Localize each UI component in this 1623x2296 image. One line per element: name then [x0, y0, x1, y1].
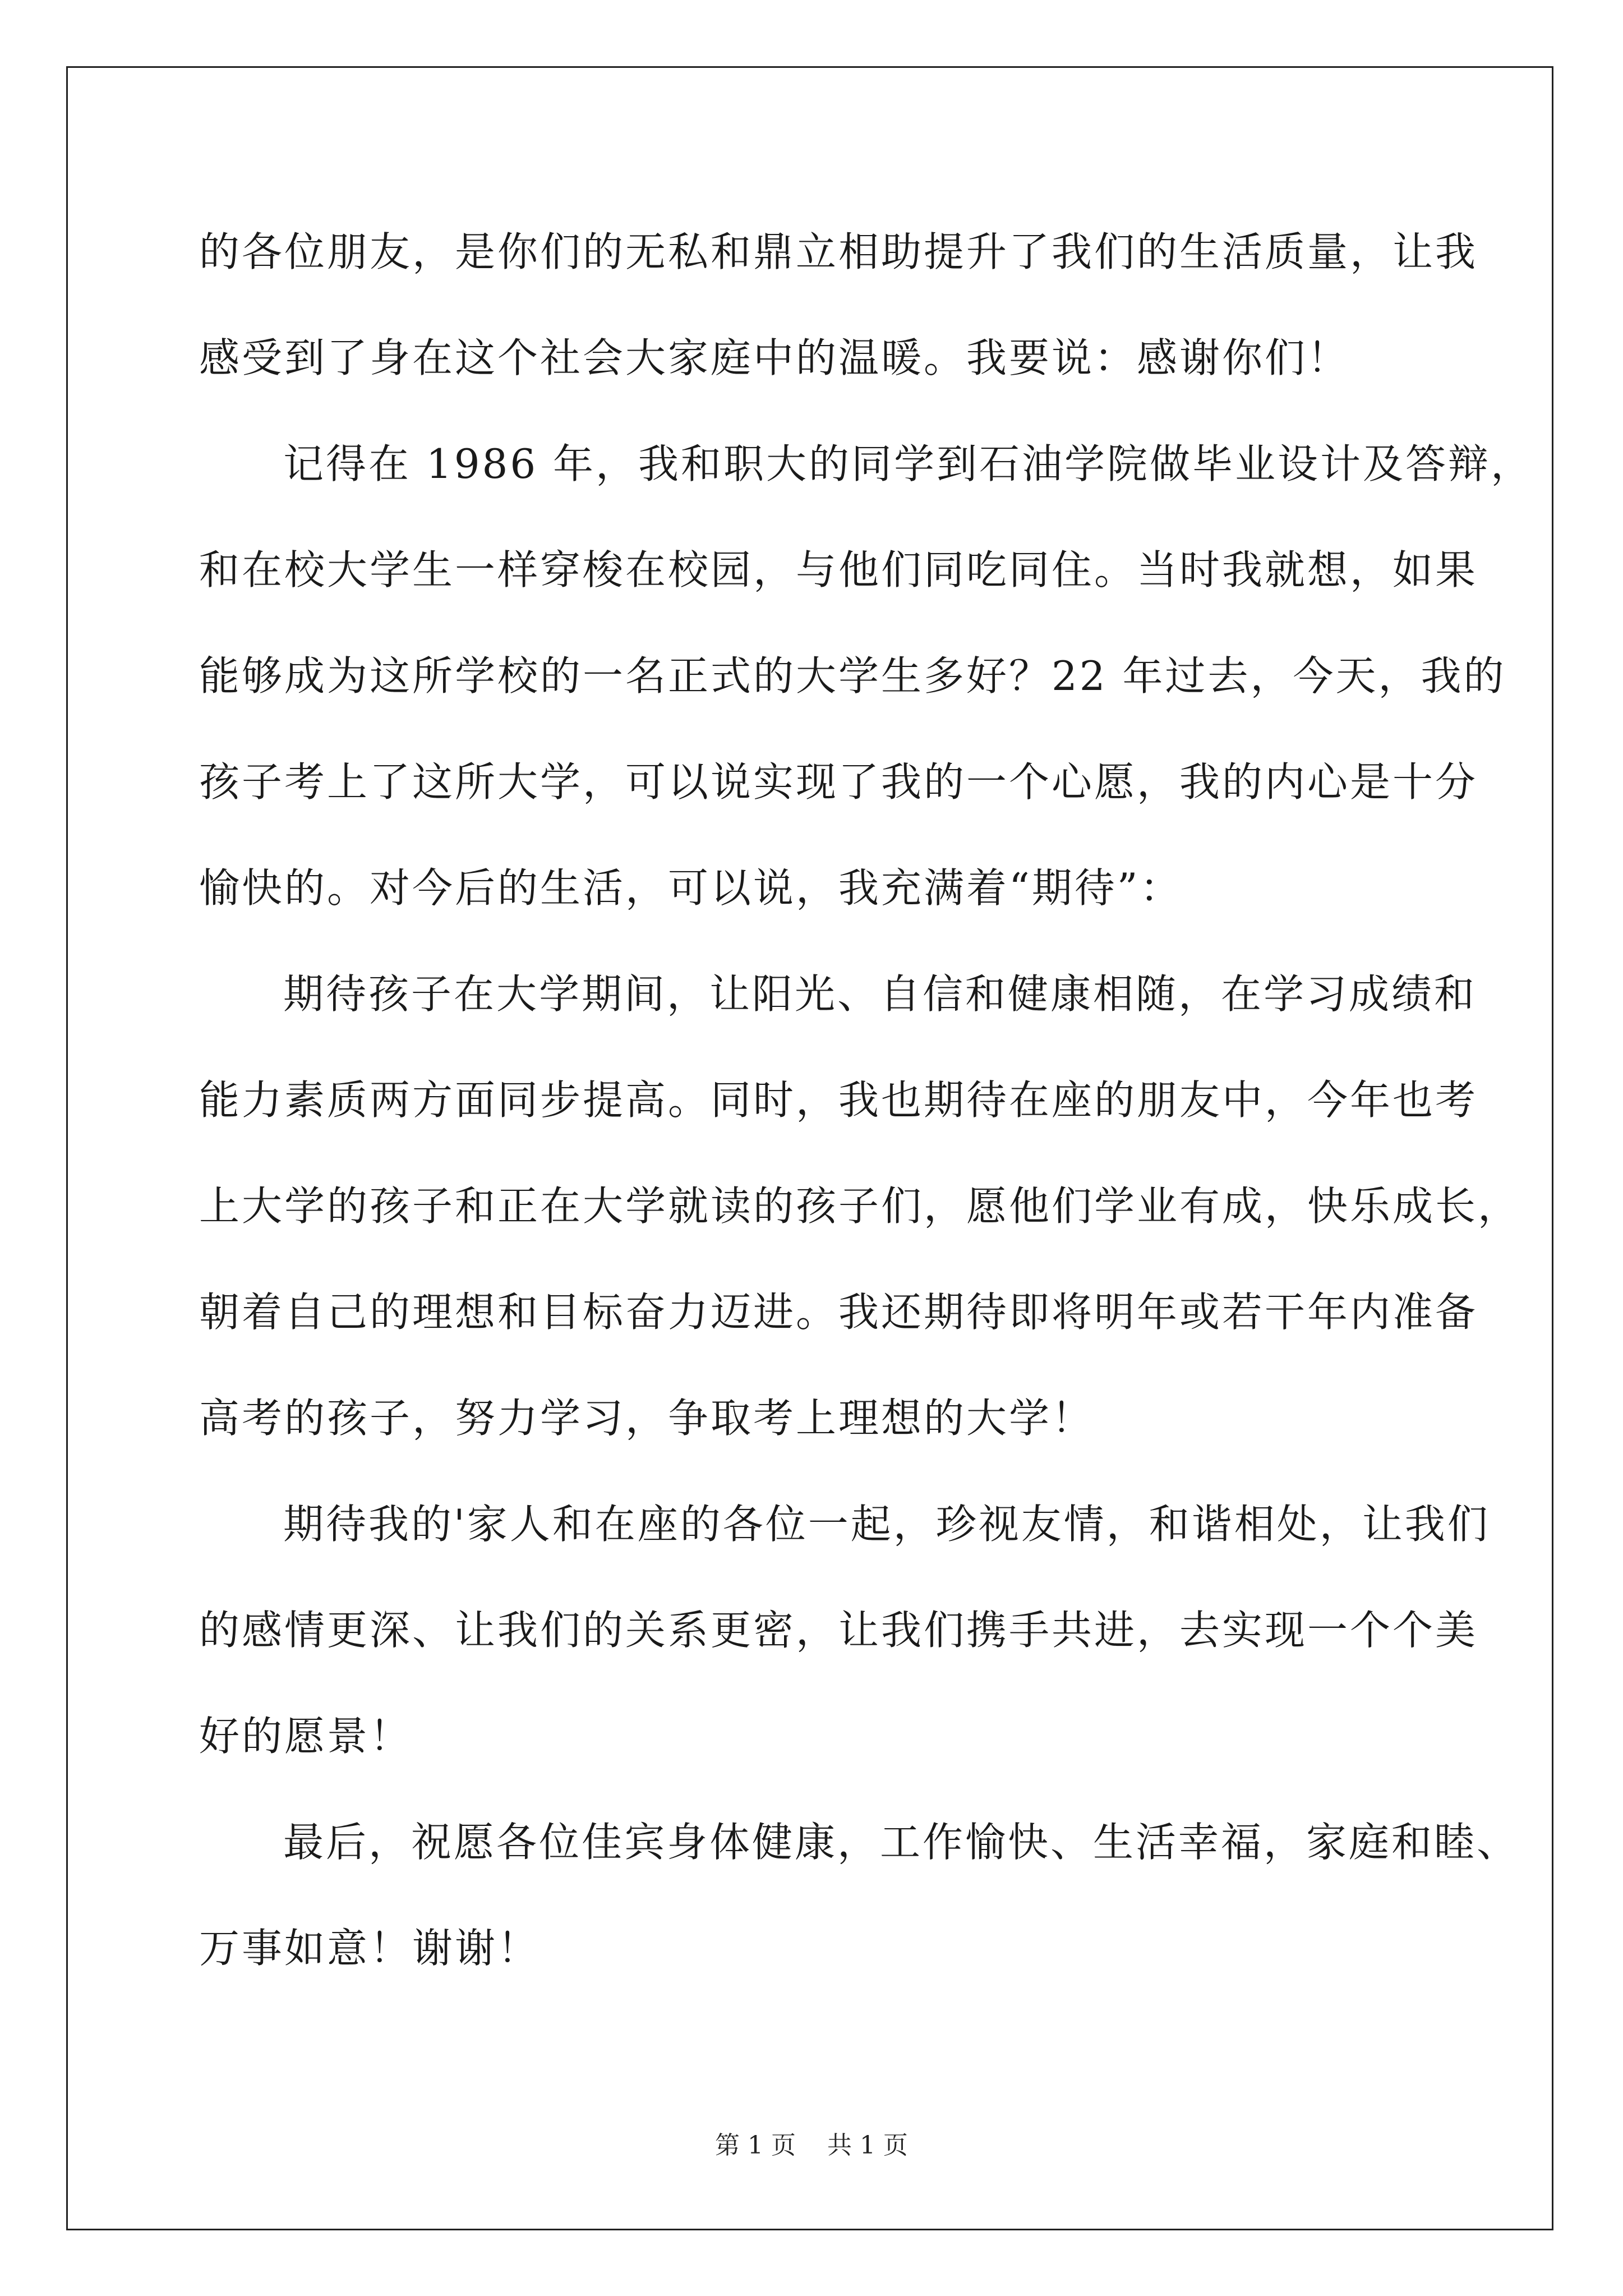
- document-body: [199, 199, 1534, 2001]
- text-line: 高考的孩子，努力学习，争取考上理想的大学！: [199, 1395, 1095, 1442]
- text-line: 的感情更深、让我们的关系更密，让我们携手共进，去实现一个个美: [199, 1607, 1478, 1654]
- text-line: 和在校大学生一样穿梭在校园，与他们同吃同住。当时我就想，如果: [199, 546, 1478, 593]
- text-line: 期待孩子在大学期间，让阳光、自信和健康相随，在学习成绩和: [283, 970, 1477, 1018]
- text-line: 愉快的。对今后的生活，可以说，我充满着“期待”：: [199, 864, 1183, 912]
- text-line: 朝着自己的理想和目标奋力迈进。我还期待即将明年或若干年内准备: [199, 1289, 1478, 1336]
- paragraph: [199, 1471, 1490, 1789]
- text-line: 能力素质两方面同步提高。同时，我也期待在座的朋友中，今年也考: [199, 1076, 1478, 1124]
- text-line: 最后，祝愿各位佳宾身体健康，工作愉快、生活幸福，家庭和睦、: [283, 1819, 1520, 1866]
- text-line: 记得在 1986 年，我和职大的同学到石油学院做毕业设计及答辩，: [283, 440, 1534, 487]
- page-number-footer: 第 1 页 共 1 页: [715, 2131, 908, 2160]
- text-line: 好的愿景！: [199, 1713, 413, 1760]
- paragraph: [199, 1789, 1520, 2001]
- paragraph: [199, 411, 1534, 941]
- text-line: 的各位朋友，是你们的无私和鼎立相助提升了我们的生活质量，让我: [199, 228, 1478, 275]
- paragraph: [199, 199, 1478, 411]
- text-line: 期待我的'家人和在座的各位一起，珍视友情，和谐相处，让我们: [283, 1501, 1490, 1548]
- text-line: 万事如意！谢谢！: [199, 1925, 541, 1972]
- text-line: 能够成为这所学校的一名正式的大学生多好？22 年过去，今天，我的: [199, 652, 1506, 700]
- text-line: 感受到了身在这个社会大家庭中的温暖。我要说：感谢你们！: [199, 334, 1350, 381]
- paragraph: [199, 941, 1521, 1471]
- text-line: 孩子考上了这所大学，可以说实现了我的一个心愿，我的内心是十分: [199, 758, 1478, 806]
- text-line: 上大学的孩子和正在大学就读的孩子们，愿他们学业有成，快乐成长，: [199, 1182, 1521, 1230]
